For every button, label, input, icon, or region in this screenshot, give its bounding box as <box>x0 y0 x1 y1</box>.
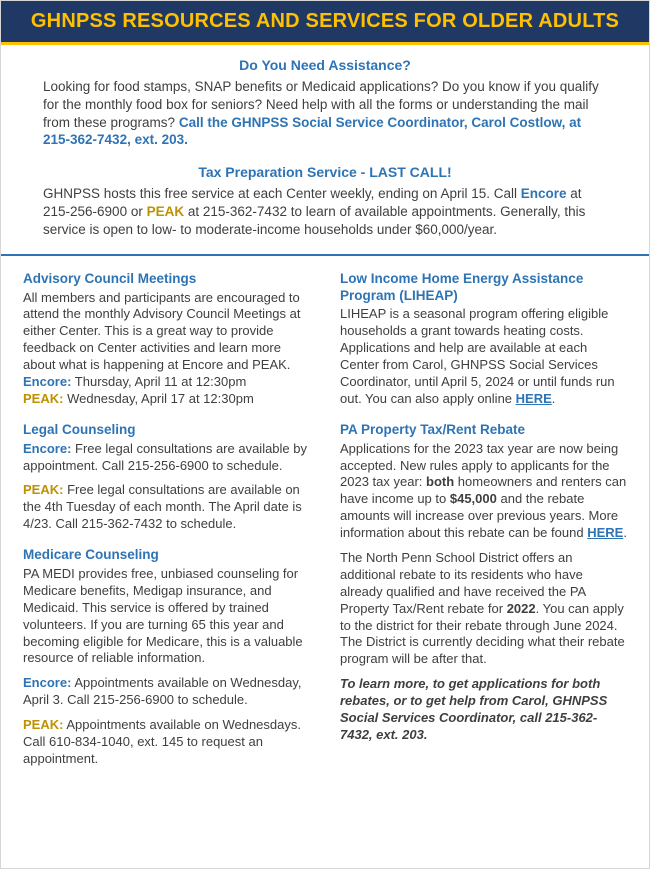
rebate-p1-bold-amount: $45,000 <box>449 491 497 507</box>
tax-prep-seg2: at 215-256-6900 or <box>43 186 582 220</box>
advisory-encore-line <box>23 374 314 391</box>
legal-encore-paragraph <box>23 441 314 475</box>
assistance-text: Looking for food stamps, SNAP benefits or Medicaid applications? Do you know if you qualify for the monthly food box for seniors? Need help with all the forms or understanding the mail from these programs? <box>43 79 599 130</box>
rebate-p2-seg1: The North Penn School District offers an additional rebate to its residents who have already qualified and have received the PA Property Tax/Rent rebate for <box>340 550 586 616</box>
tax-prep-seg3: at 215-362-7432 to learn of available appointments. Generally, this service is open to low- to moderate-income households under $60,000/year. <box>43 204 586 237</box>
peak-label: PEAK <box>146 204 185 220</box>
contact-footer-note: To learn more, to get applications for both rebates, or to get help from Carol, GHNPSS Social Services Coordinator, call 215-362-7432, ext. 203. <box>340 676 608 742</box>
rebate-p1-bold-both: both <box>426 474 455 490</box>
liheap-heading: Low Income Home Energy Assistance Program (LIHEAP) <box>340 270 584 303</box>
liheap-text: LIHEAP is a seasonal program offering eligible households a grant towards heating costs. Applications and help are available at each Center from Carol, GHNPSS Social Services Coordinator, until April 5, 2024 or until funds run out. You can also apply online <box>340 306 615 406</box>
rebate-paragraph-1 <box>340 441 627 542</box>
rebate-paragraph-2 <box>340 550 627 668</box>
advisory-body: All members and participants are encouraged to attend the monthly Advisory Council Meetings at either Center. This is a great way to provide feedback on Center activities and learn more about what is happening at Encore and PEAK. <box>23 289 301 373</box>
legal-peak-paragraph <box>23 482 314 533</box>
right-column <box>340 271 627 782</box>
rebate-p2-bold-year: 2022 <box>506 600 536 616</box>
peak-label: PEAK: <box>23 482 64 498</box>
peak-label: PEAK: <box>23 390 64 406</box>
medicare-peak-paragraph <box>23 717 314 768</box>
medicare-encore-paragraph <box>23 675 314 709</box>
medicare-counseling-section <box>23 547 314 768</box>
two-column-layout <box>1 256 649 782</box>
encore-label: Encore: <box>23 374 72 390</box>
encore-label: Encore: <box>23 440 72 456</box>
advisory-peak-line <box>23 391 314 408</box>
assistance-heading: Do You Need Assistance? <box>239 57 411 73</box>
intro-section <box>1 45 649 239</box>
legal-peak-text: Free legal consultations are available on the 4th Tuesday of each month. The April date is 4/23. Call 215-362-7432 to schedule. <box>23 482 302 532</box>
encore-label: Encore: <box>23 675 72 691</box>
advisory-heading: Advisory Council Meetings <box>23 270 197 286</box>
peak-label: PEAK: <box>23 717 64 733</box>
medicare-body: PA MEDI provides free, unbiased counseling for Medicare benefits, Medigap insurance, and Medicaid. This service is offered by trained volunteers. If you are turning 65 this year and becoming eligible for Medicare, this is a valuable resource of reliable information. <box>23 566 303 666</box>
encore-label: Encore <box>520 186 567 202</box>
medicare-encore-text: Appointments available on Wednesday, April 3. Call 215-256-6900 to schedule. <box>23 675 302 708</box>
legal-encore-text: Free legal consultations are available by appointment. Call 215-256-6900 to schedule. <box>23 440 307 473</box>
advisory-peak-text: Wednesday, April 17 at 12:30pm <box>67 390 254 406</box>
page-title: GHNPSS RESOURCES AND SERVICES FOR OLDER ADULTS <box>30 10 620 32</box>
liheap-after-link: . <box>551 390 556 406</box>
assistance-paragraph <box>43 78 607 149</box>
rebate-p2-seg2: . You can apply to the district for their rebate through June 2024. The District is currently deciding what their rebate program will be after that. <box>340 600 625 667</box>
liheap-here-link[interactable]: HERE <box>515 390 552 406</box>
liheap-section <box>340 271 627 408</box>
rebate-p1-seg1: Applications for the 2023 tax year are now being accepted. New rules apply to applicants for the 2023 tax year: <box>340 440 619 490</box>
rebate-heading: PA Property Tax/Rent Rebate <box>340 421 526 437</box>
legal-heading: Legal Counseling <box>23 421 136 437</box>
tax-prep-paragraph <box>43 185 607 238</box>
left-column <box>23 271 314 782</box>
advisory-council-section <box>23 271 314 408</box>
rebate-here-link[interactable]: HERE <box>587 525 624 541</box>
liheap-body <box>340 306 627 407</box>
assistance-contact-text: Call the GHNPSS Social Service Coordinator, Carol Costlow, at 215-362-7432, ext. 203. <box>43 114 582 148</box>
page-header <box>1 1 649 42</box>
rebate-p1-seg3: and the rebate amounts will increase over previous years. More information about this rebate can be found <box>340 491 619 541</box>
tax-prep-seg1: GHNPSS hosts this free service at each Center weekly, ending on April 15. Call <box>43 186 517 202</box>
property-tax-rebate-section <box>340 422 627 744</box>
medicare-peak-text: Appointments available on Wednesdays. Call 610-834-1040, ext. 145 to request an appointment. <box>23 717 301 766</box>
advisory-encore-text: Thursday, April 11 at 12:30pm <box>74 374 247 390</box>
tax-prep-heading: Tax Preparation Service - LAST CALL! <box>198 164 452 181</box>
rebate-p1-after-link: . <box>623 525 627 541</box>
legal-counseling-section <box>23 422 314 533</box>
medicare-heading: Medicare Counseling <box>23 547 159 563</box>
rebate-p1-seg2: homeowners and renters can have income up to <box>340 474 627 507</box>
